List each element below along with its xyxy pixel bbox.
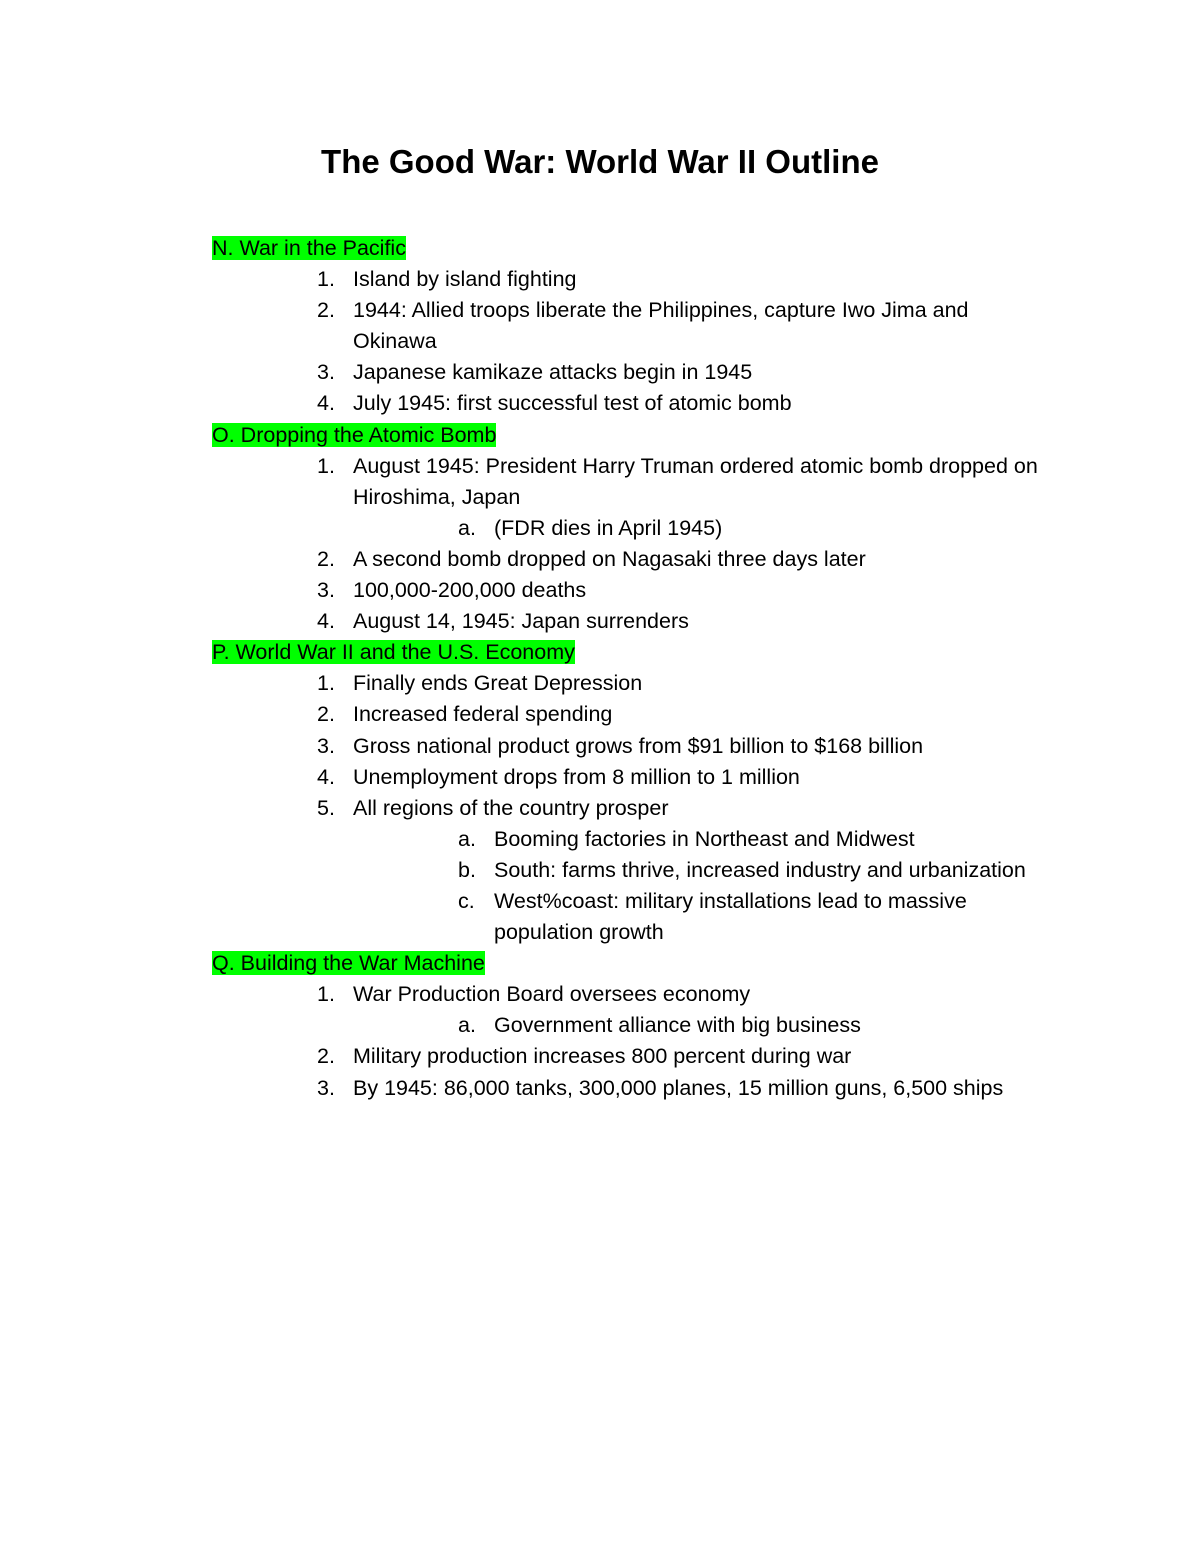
list-item-number: 3. [317,733,335,758]
list-item-number: 1. [317,267,335,292]
list-item [212,295,1042,357]
list-item-text: All regions of the country prosper [353,795,669,820]
sub-list-item-text: (FDR dies in April 1945) [494,515,723,540]
outline-section [212,637,1042,948]
section-heading-text: N. War in the Pacific [212,236,406,260]
list-item [212,357,1042,388]
list-item-text: Increased federal spending [353,702,613,727]
list-item-number: 2. [317,298,335,323]
list-item-number: 1. [317,453,335,478]
sub-list-item-text: South: farms thrive, increased industry and urbanization [494,857,1026,882]
list-item-text: Military production increases 800 percent during war [353,1044,852,1069]
list-item [212,388,1042,419]
list-item [212,793,1042,824]
list-item-text: By 1945: 86,000 tanks, 300,000 planes, 15 million guns, 6,500 ships [353,1075,1004,1100]
list-item-number: 3. [317,578,335,603]
sub-list-item-text: Government alliance with big business [494,1013,861,1038]
outline-section [212,948,1042,1103]
sub-list-item-letter: c. [458,888,475,913]
list-item [212,668,1042,699]
section-heading [212,420,1042,451]
list-item-text: Unemployment drops from 8 million to 1 million [353,764,800,789]
list-item-text: Island by island fighting [353,267,577,292]
outline [212,233,1042,1104]
list-item-number: 3. [317,360,335,385]
sub-list-item-letter: a. [458,515,476,540]
list-item-text: Finally ends Great Depression [353,671,643,696]
list-item-text: Gross national product grows from $91 billion to $168 billion [353,733,924,758]
list-item [212,762,1042,793]
list-item-text: August 1945: President Harry Truman ordered atomic bomb dropped on Hiroshima, Japan [353,453,1038,509]
list-item-number: 1. [317,671,335,696]
list-item-number: 3. [317,1075,335,1100]
list-item [212,731,1042,762]
list-item-text: July 1945: first successful test of atomic bomb [353,391,792,416]
outline-section [212,420,1042,638]
list-item-number: 2. [317,702,335,727]
list-item [212,575,1042,606]
sub-list-item-letter: a. [458,1013,476,1038]
list-item-text: 100,000-200,000 deaths [353,578,587,603]
list-item [212,979,1042,1010]
sub-list-item-text: West%coast: military installations lead to massive population growth [494,888,967,945]
list-item-number: 2. [317,1044,335,1069]
list-item-number: 4. [317,764,335,789]
list-item-text: War Production Board oversees economy [353,982,751,1007]
list-item [212,699,1042,730]
section-heading [212,233,1042,264]
list-item-text: Japanese kamikaze attacks begin in 1945 [353,360,753,385]
sub-list-item [212,1010,1042,1041]
list-item-text: August 14, 1945: Japan surrenders [353,609,689,634]
section-heading [212,948,1042,979]
list-item-number: 5. [317,795,335,820]
section-heading-text: Q. Building the War Machine [212,951,485,976]
list-item-number: 2. [317,546,335,571]
sub-list-item [212,824,1042,855]
list-item-text: 1944: Allied troops liberate the Philippines, capture Iwo Jima and Okinawa [353,298,969,354]
list-item [212,544,1042,575]
list-item-text: A second bomb dropped on Nagasaki three days later [353,546,866,571]
list-item [212,1073,1042,1104]
list-item-number: 4. [317,391,335,416]
sub-list-item [212,855,1042,886]
list-item [212,264,1042,295]
section-heading [212,637,1042,668]
sub-list-item [212,513,1042,544]
list-item-number: 1. [317,982,335,1007]
section-heading-text: O. Dropping the Atomic Bomb [212,422,497,447]
outline-section [212,233,1042,420]
sub-list-item-letter: b. [458,857,476,882]
list-item [212,451,1042,513]
sub-list-item-text: Booming factories in Northeast and Midwest [494,826,915,851]
section-heading-text: P. World War II and the U.S. Economy [212,640,575,665]
list-item-number: 4. [317,609,335,634]
sub-list-item [212,886,1042,948]
page-title: The Good War: World War II Outline [321,143,879,180]
sub-list-item-letter: a. [458,826,476,851]
list-item [212,1041,1042,1072]
list-item [212,606,1042,637]
